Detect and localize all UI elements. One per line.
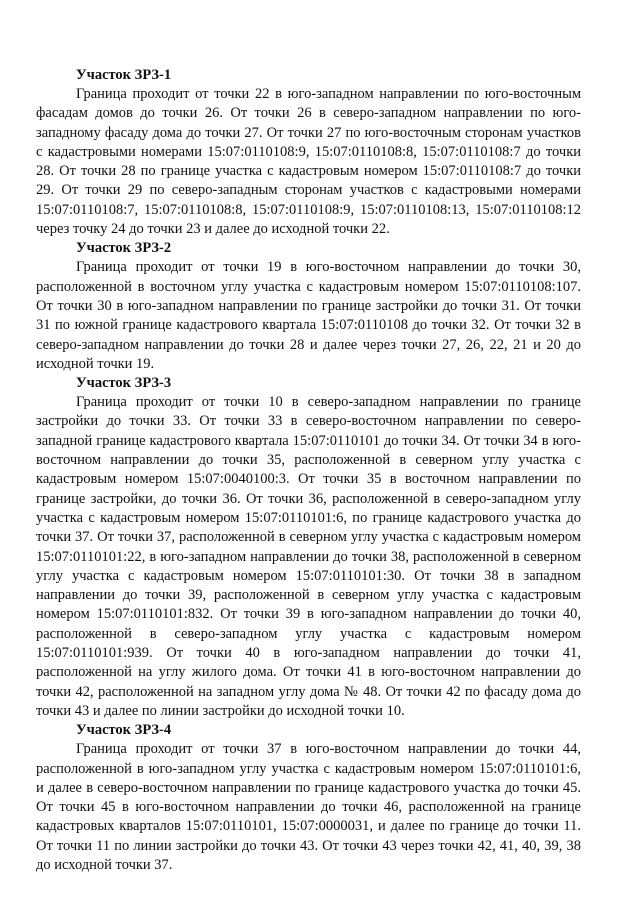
section-heading: Участок ЗРЗ-3 (76, 375, 172, 392)
section-paragraph: Граница проходит от точки 19 в юго-восточном направлении до точки 30, расположенной в восточном углу участка с кадастровым номером 15:07:0110108:107. От точки 30 в юго-западном направлении по границе застройки до точки 31. От точки 31 по южной границе кадастрового квартала 15:07:0110108 до точки 32. От точки 32 в северо-западном направлении до точки 28 и далее через точки 27, 26, 22, 21 и 20 до исходной точки 19. (36, 259, 581, 372)
document-page (36, 66, 581, 875)
section-heading: Участок ЗРЗ-1 (76, 67, 172, 83)
section-zrz-3 (36, 374, 581, 721)
section-paragraph: Граница проходит от точки 22 в юго-западном направлении по юго-восточным фасадам домов до точки 26. От точки 26 в северо-западном направлении по юго-западному фасаду дома до точки 27. От точки 27 по юго-восточным сторонам участков с кадастровыми номерами 15:07:0110108:9, 15:07:0110108:8, 15:07:0110108:7 до точки 28. От точки 28 по границе участка с кадастровым номером 15:07:0110108:7 до точки 29. От точки 29 по северо-западным сторонам участков с кадастровыми номерами 15:07:0110108:7, 15:07:0110108:8, 15:07:0110108:9, 15:07:0110108:13, 15:07:0110108:12 через точку 24 до точки 23 и далее до исходной точки 22. (36, 86, 581, 238)
section-zrz-2 (36, 239, 581, 374)
section-zrz-4 (36, 721, 581, 875)
section-heading: Участок ЗРЗ-4 (76, 722, 172, 739)
section-paragraph: Граница проходит от точки 10 в северо-западном направлении по границе застройки до точки 33. От точки 33 в северо-восточном направлении по северо-западной границе кадастрового квартала 15:07:0110101 до точки 34. От точки 34 в юго-восточном направлении до точки 35, расположенной в северном углу участка с кадастровым номером 15:07:0040100:3. От точки 35 в восточном направлении по границе застройки, до точки 36. От точки 36, расположенной в северо-западном углу участка с кадастровым номером 15:07:0110101:6, по границе кадастрового участка до точки 37. От точки 37, расположенной в северном углу участка с кадастровым номером 15:07:0110101:22, в юго-западном направлении до точки 38, расположенной в северном углу участка с кадастровым номером 15:07:0110101:30. От точки 38 в западном направлении до точки 39, расположенной в северном углу участка с кадастровым номером 15:07:0110101:832. От точки 39 в юго-западном направлении до точки 40, расположенной в северо-западном углу участка с кадастровым номером 15:07:0110101:939. От точки 40 в юго-западном направлении до точки 41, расположенной на углу жилого дома. От точки 41 в юго-восточном направлении до точки 42, расположенной на западном углу дома № 48. От точки 42 по фасаду дома до точки 43 и далее по линии застройки до исходной точки 10. (36, 394, 581, 719)
section-zrz-1 (36, 66, 581, 239)
section-paragraph: Граница проходит от точки 37 в юго-восточном направлении до точки 44, расположенной в юго-западном углу участка с кадастровым номером 15:07:0110101:6, и далее в северо-восточном направлении по границе кадастрового участка до точки 45. От точки 45 в юго-восточном направлении до точки 46, расположенной на границе кадастровых кварталов 15:07:0110101, 15:07:0000031, и далее по границе до точки 11. От точки 11 по линии застройки до точки 43. От точки 43 через точки 42, 41, 40, 39, 38 до исходной точки 37. (36, 741, 581, 873)
section-heading: Участок ЗРЗ-2 (76, 240, 172, 257)
